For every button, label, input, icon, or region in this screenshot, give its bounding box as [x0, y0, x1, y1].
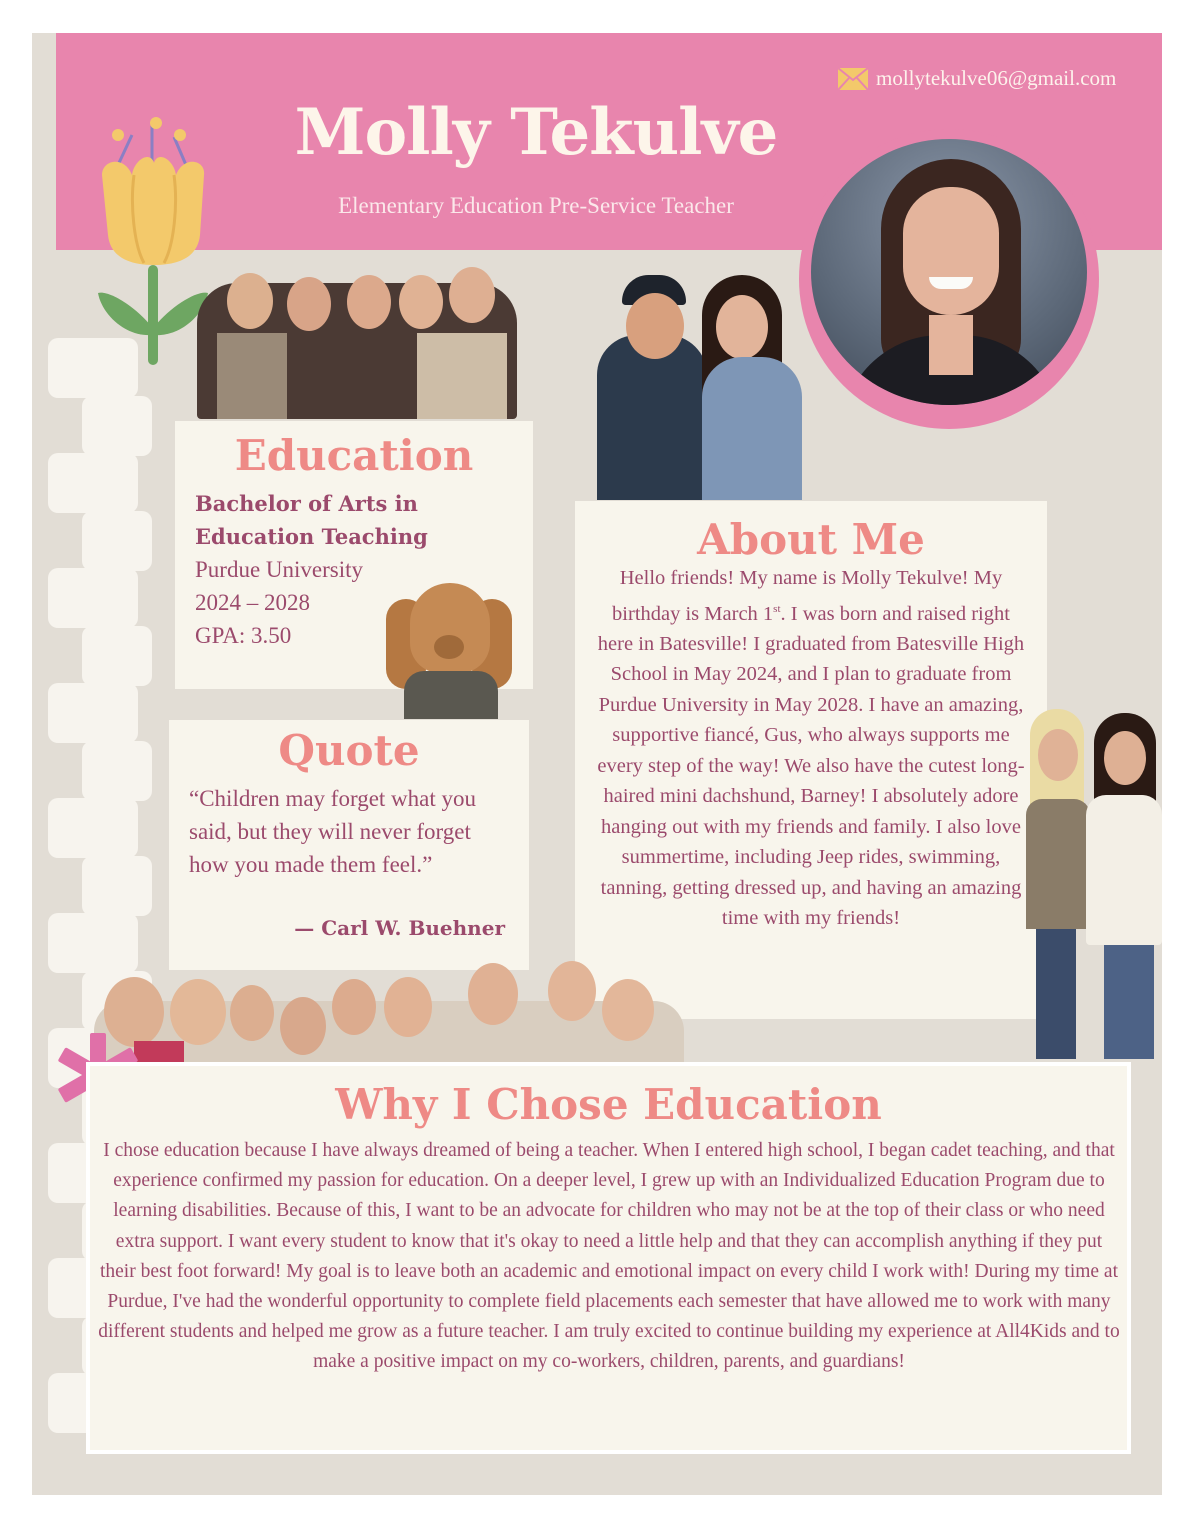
large-group-photo	[94, 941, 684, 1071]
email-contact[interactable]	[838, 66, 1116, 91]
why-card	[86, 1062, 1131, 1454]
about-heading: About Me	[697, 515, 925, 564]
page-title: Molly Tekulve	[294, 95, 778, 170]
quote-text: “Children may forget what you said, but they will never forget how you made them feel.”	[189, 786, 477, 877]
quote-author: — Carl W. Buehner	[294, 916, 505, 940]
gpa: GPA: 3.50	[195, 623, 292, 648]
subtitle: Elementary Education Pre-Service Teacher	[338, 193, 734, 218]
why-heading: Why I Chose Education	[335, 1080, 882, 1129]
why-text: I chose education because I have always dreamed of being a teacher. When I entered high school, I began cadet teaching, and that experience confirmed my passion for education. On a deeper level, I grew up with an Individualized Education Program due to learning disabilities. Because of this, I want to be an advocate for children who may not be at the top of their class or who need extra support. I want every student to know that it's okay to need a little help and that they can accomplish anything if they put their best foot forward! My goal is to leave both an academic and emotional impact on every child I work with! During my time at Purdue, I've had the wonderful opportunity to complete field placements each semester that have allowed me to work with many different students and helped me grow as a future teacher. I am truly excited to continue building my experience at All4Kids and to make a positive impact on my co-workers, children, parents, and guardians!	[98, 1140, 1120, 1373]
education-heading: Education	[234, 431, 474, 480]
about-text: Hello friends! My name is Molly Tekulve! My birthday is March 1st. I was born and raised right here in Batesville! I graduated from Batesville High School in May 2024, and I plan to graduate from Purdue University in May 2028. I have an amazing, supportive fiancé, Gus, who always supports me every step of the way! We also have the cutest long-haired mini dachshund, Barney! I absolutely adore hanging out with my friends and family. I also love summertime, including Jeep rides, swimming, tanning, getting dressed up, and having an amazing time with my friends!	[597, 567, 1025, 930]
resume-page	[32, 33, 1162, 1495]
degree-line-1: Bachelor of Arts in	[195, 491, 418, 516]
friends-group-photo	[187, 263, 527, 419]
quote-card	[169, 720, 529, 970]
school-name: Purdue University	[195, 557, 364, 582]
couple-photo	[592, 265, 807, 500]
school-years: 2024 – 2028	[195, 590, 310, 615]
degree-line-2: Education Teaching	[195, 524, 428, 549]
two-friends-photo	[1016, 709, 1162, 1067]
profile-photo	[799, 129, 1099, 429]
envelope-icon	[838, 68, 868, 90]
dog-photo	[374, 579, 524, 719]
email-text[interactable]: mollytekulve06@gmail.com	[876, 66, 1117, 90]
quote-heading: Quote	[278, 726, 420, 775]
